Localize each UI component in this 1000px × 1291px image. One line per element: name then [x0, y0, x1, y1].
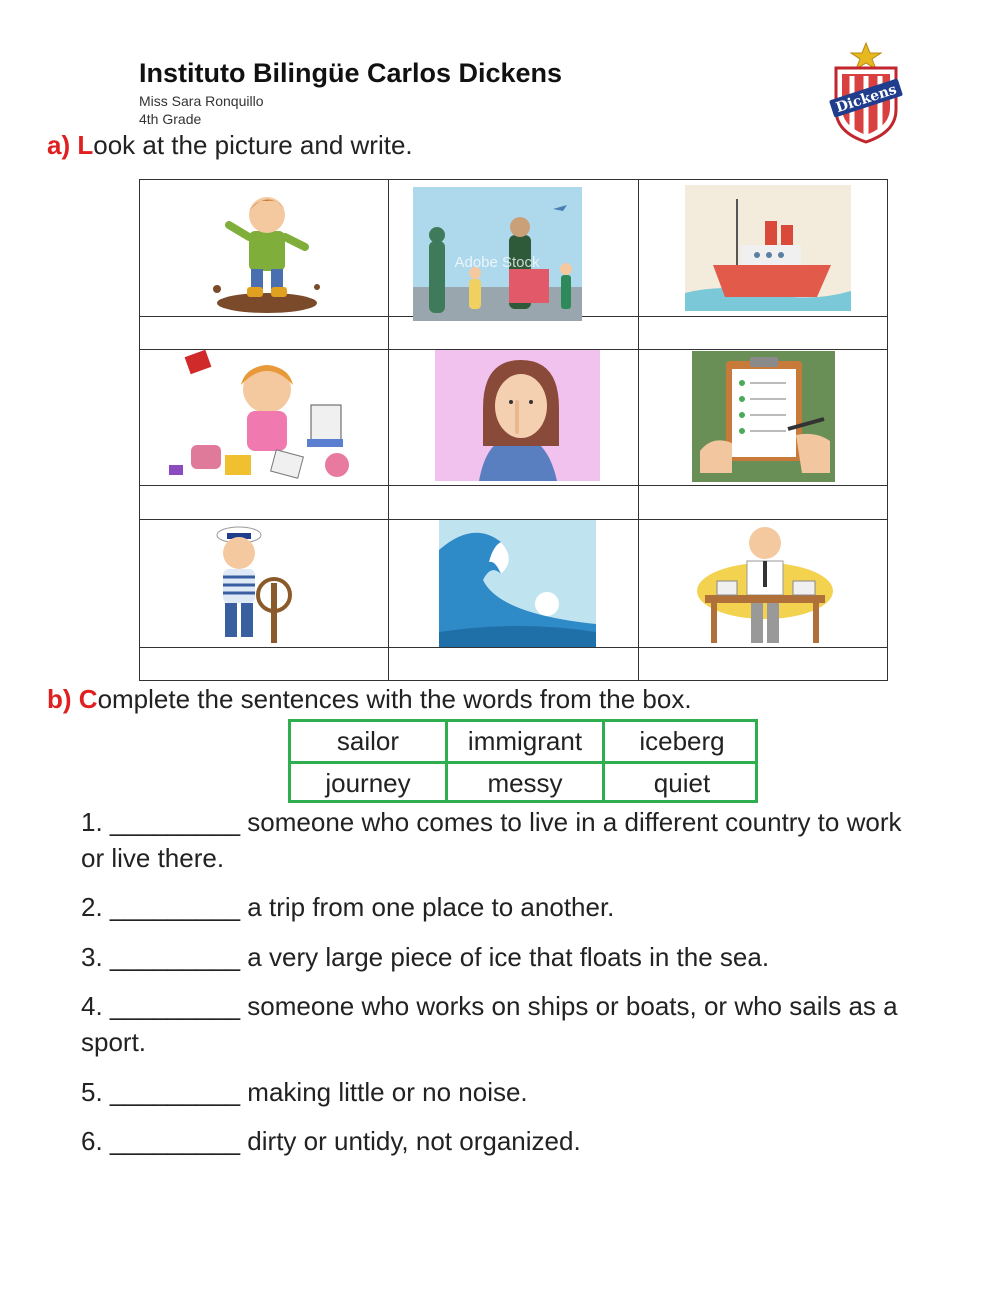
- answer-cell-2[interactable]: [389, 317, 638, 349]
- sentence-number: 6.: [81, 1126, 103, 1156]
- quiet-woman-picture: [435, 350, 600, 481]
- messy-girl-picture: [161, 349, 361, 485]
- word-iceberg: iceberg: [639, 726, 725, 756]
- section-a-first-letter: L: [77, 130, 94, 160]
- answer-cell-1[interactable]: [140, 317, 388, 349]
- grade-label: 4th Grade: [139, 111, 202, 127]
- sentence-text: someone who works on ships or boats, or who sails as a sport.: [81, 991, 898, 1057]
- section-b-text: omplete the sentences with the words from the box.: [97, 684, 692, 714]
- sentence-blank[interactable]: _________: [109, 807, 241, 837]
- sailor-boy-picture: [205, 523, 297, 647]
- sentence-blank[interactable]: _________: [109, 991, 241, 1021]
- sentence-text: someone who comes to live in a different country to work or live there.: [81, 807, 902, 873]
- sentence-blank[interactable]: _________: [109, 1126, 241, 1156]
- stock-watermark: Adobe Stock: [454, 254, 540, 271]
- word-journey: journey: [325, 768, 411, 798]
- sentence-blank[interactable]: _________: [109, 892, 241, 922]
- word-messy: messy: [487, 768, 563, 798]
- sentence-2: [81, 889, 921, 925]
- word-sailor: sailor: [336, 726, 400, 756]
- sentence-text: making little or no noise.: [247, 1077, 528, 1107]
- school-logo: [826, 40, 906, 145]
- answer-cell-6[interactable]: [639, 486, 887, 519]
- sentence-number: 4.: [81, 991, 103, 1021]
- jumping-in-puddle-picture: [197, 185, 331, 315]
- sentence-blank[interactable]: _________: [109, 942, 241, 972]
- answer-cell-4[interactable]: [140, 486, 388, 519]
- word-immigrant: immigrant: [467, 726, 583, 756]
- sentence-5: [81, 1074, 921, 1110]
- immigrant-family-picture: [413, 187, 582, 321]
- sentence-number: 1.: [81, 807, 103, 837]
- logo-text: Dickens: [834, 81, 899, 117]
- section-a-text: ook at the picture and write.: [93, 130, 413, 160]
- answer-cell-5[interactable]: [389, 486, 638, 519]
- sentence-text: a trip from one place to another.: [247, 892, 615, 922]
- word-box: [288, 719, 758, 803]
- sentence-6: [81, 1123, 921, 1159]
- teacher-name: Miss Sara Ronquillo: [139, 93, 264, 109]
- section-b-first-letter: C: [78, 684, 98, 714]
- wave-picture: [439, 520, 596, 647]
- sentence-4: [81, 988, 921, 1060]
- section-b-instruction: [47, 684, 692, 715]
- ship-picture: [685, 185, 851, 311]
- school-title: Instituto Bilingüe Carlos Dickens: [139, 58, 563, 88]
- answer-cell-9[interactable]: [639, 648, 887, 680]
- answer-cell-8[interactable]: [389, 648, 638, 680]
- sentence-number: 3.: [81, 942, 103, 972]
- section-a-marker: a): [47, 130, 71, 160]
- word-quiet: quiet: [653, 768, 711, 798]
- sentence-text: a very large piece of ice that floats in the sea.: [247, 942, 770, 972]
- sentence-3: [81, 939, 921, 975]
- section-a-instruction: [47, 130, 413, 161]
- answer-cell-7[interactable]: [140, 648, 388, 680]
- sentence-text: dirty or untidy, not organized.: [247, 1126, 581, 1156]
- sentence-number: 2.: [81, 892, 103, 922]
- sentence-number: 5.: [81, 1077, 103, 1107]
- sentence-blank[interactable]: _________: [109, 1077, 241, 1107]
- sentence-1: [81, 804, 921, 876]
- section-b-marker: b): [47, 684, 72, 714]
- answer-cell-3[interactable]: [639, 317, 887, 349]
- checklist-picture: [692, 351, 835, 482]
- man-at-desk-picture: [695, 521, 835, 647]
- picture-grid: [139, 179, 888, 681]
